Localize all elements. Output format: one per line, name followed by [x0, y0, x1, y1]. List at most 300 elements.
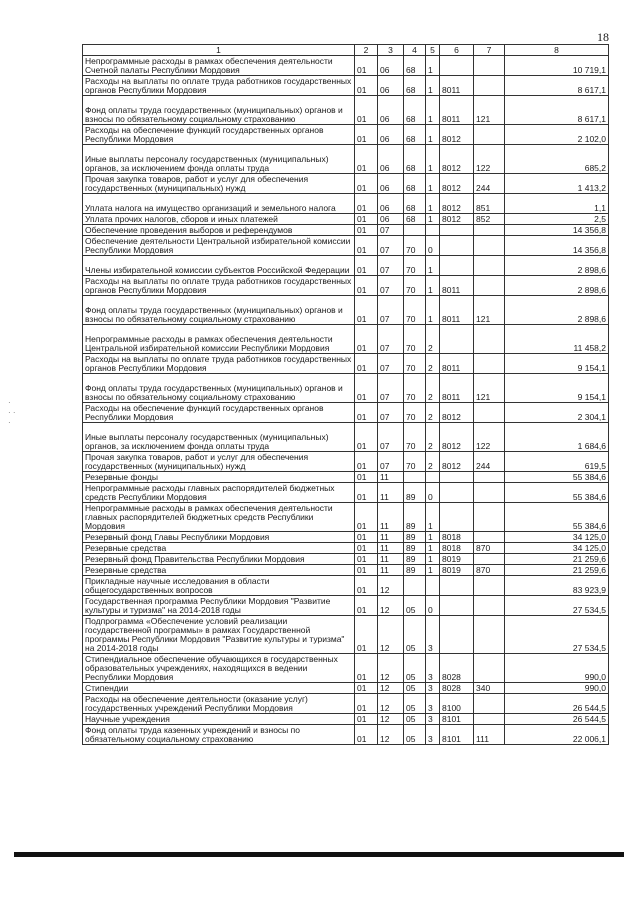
program-code-cell: 89	[404, 554, 426, 565]
program-code-cell: 05	[404, 596, 426, 616]
program-code-cell: 68	[404, 96, 426, 125]
expense-type-cell	[474, 554, 505, 565]
expense-type-cell	[474, 714, 505, 725]
expense-type-cell	[474, 325, 505, 354]
table-row	[83, 596, 609, 616]
expense-type-cell	[474, 125, 505, 145]
section-code-cell: 01	[355, 325, 378, 354]
table-row	[83, 472, 609, 483]
page-bottom-rule	[14, 852, 624, 857]
expense-type-cell	[474, 225, 505, 236]
item-code-cell	[440, 236, 474, 256]
subsection-code-cell: 11	[378, 543, 404, 554]
item-code-cell: 8018	[440, 532, 474, 543]
item-code-cell: 8028	[440, 683, 474, 694]
table-row	[83, 616, 609, 654]
subprogram-code-cell: 1	[426, 174, 440, 194]
section-code-cell: 01	[355, 714, 378, 725]
item-code-cell: 8011	[440, 276, 474, 296]
row-name-cell: Резервные фонды	[83, 472, 355, 483]
amount-cell: 1 684,6	[505, 423, 609, 452]
program-code-cell: 70	[404, 296, 426, 325]
table-row	[83, 125, 609, 145]
program-code-cell: 89	[404, 483, 426, 503]
subprogram-code-cell: 1	[426, 565, 440, 576]
expense-type-cell: 244	[474, 174, 505, 194]
table-row	[83, 452, 609, 472]
subsection-code-cell: 11	[378, 532, 404, 543]
expense-type-cell	[474, 56, 505, 76]
amount-cell: 55 384,6	[505, 483, 609, 503]
item-code-cell: 8012	[440, 214, 474, 225]
table-row	[83, 76, 609, 96]
row-name-cell: Стипендиальное обеспечение обучающихся в государственных образовательных учреждениях, находящихся в ведении Республики Мордовия	[83, 654, 355, 683]
subprogram-code-cell: 1	[426, 96, 440, 125]
row-name-cell: Расходы на обеспечение функций государственных органов Республики Мордовия	[83, 403, 355, 423]
header-cell: 5	[426, 45, 440, 56]
subsection-code-cell: 07	[378, 276, 404, 296]
budget-table	[82, 44, 609, 745]
subprogram-code-cell: 2	[426, 452, 440, 472]
amount-cell: 685,2	[505, 145, 609, 174]
subprogram-code-cell: 1	[426, 554, 440, 565]
row-name-cell: Фонд оплаты труда казенных учреждений и взносы по обязательному социальному страхованию	[83, 725, 355, 745]
header-cell: 4	[404, 45, 426, 56]
section-code-cell: 01	[355, 76, 378, 96]
item-code-cell: 8012	[440, 145, 474, 174]
section-code-cell: 01	[355, 256, 378, 276]
amount-cell: 990,0	[505, 654, 609, 683]
table-row	[83, 543, 609, 554]
program-code-cell: 68	[404, 174, 426, 194]
expense-type-cell	[474, 236, 505, 256]
amount-cell: 2 304,1	[505, 403, 609, 423]
expense-type-cell	[474, 654, 505, 683]
item-code-cell: 8018	[440, 543, 474, 554]
program-code-cell: 89	[404, 503, 426, 532]
amount-cell: 83 923,9	[505, 576, 609, 596]
expense-type-cell	[474, 256, 505, 276]
subsection-code-cell: 07	[378, 236, 404, 256]
subprogram-code-cell: 2	[426, 354, 440, 374]
program-code-cell	[404, 472, 426, 483]
expense-type-cell	[474, 403, 505, 423]
row-name-cell: Обеспечение деятельности Центральной избирательной комиссии Республики Мордовия	[83, 236, 355, 256]
expense-type-cell	[474, 483, 505, 503]
header-cell: 7	[474, 45, 505, 56]
program-code-cell: 05	[404, 683, 426, 694]
amount-cell: 14 356,8	[505, 225, 609, 236]
table-row	[83, 354, 609, 374]
item-code-cell	[440, 503, 474, 532]
row-name-cell: Непрограммные расходы в рамках обеспечения деятельности Центральной избирательной комиссии Республики Мордовия	[83, 325, 355, 354]
amount-cell: 21 259,6	[505, 565, 609, 576]
expense-type-cell: 851	[474, 194, 505, 214]
section-code-cell: 01	[355, 616, 378, 654]
program-code-cell: 68	[404, 214, 426, 225]
section-code-cell: 01	[355, 296, 378, 325]
program-code-cell: 05	[404, 725, 426, 745]
row-name-cell: Фонд оплаты труда государственных (муниципальных) органов и взносы по обязательному социальному страхованию	[83, 374, 355, 403]
section-code-cell: 01	[355, 225, 378, 236]
expense-type-cell	[474, 472, 505, 483]
table-row	[83, 725, 609, 745]
section-code-cell: 01	[355, 694, 378, 714]
subprogram-code-cell	[426, 225, 440, 236]
expense-type-cell: 122	[474, 145, 505, 174]
section-code-cell: 01	[355, 276, 378, 296]
amount-cell: 21 259,6	[505, 554, 609, 565]
section-code-cell: 01	[355, 96, 378, 125]
row-name-cell: Иные выплаты персоналу государственных (муниципальных) органов, за исключением фонда оплаты труда	[83, 145, 355, 174]
subsection-code-cell: 06	[378, 76, 404, 96]
row-name-cell: Расходы на обеспечение деятельности (оказание услуг) государственных учреждений Республики Мордовия	[83, 694, 355, 714]
subsection-code-cell: 07	[378, 256, 404, 276]
item-code-cell: 8011	[440, 76, 474, 96]
program-code-cell	[404, 225, 426, 236]
amount-cell: 9 154,1	[505, 354, 609, 374]
row-name-cell: Фонд оплаты труда государственных (муниципальных) органов и взносы по обязательному социальному страхованию	[83, 96, 355, 125]
subprogram-code-cell: 3	[426, 616, 440, 654]
amount-cell: 34 125,0	[505, 543, 609, 554]
item-code-cell	[440, 472, 474, 483]
section-code-cell: 01	[355, 503, 378, 532]
section-code-cell: 01	[355, 543, 378, 554]
subprogram-code-cell: 1	[426, 214, 440, 225]
amount-cell: 11 458,2	[505, 325, 609, 354]
subprogram-code-cell: 2	[426, 325, 440, 354]
item-code-cell: 8012	[440, 194, 474, 214]
program-code-cell: 70	[404, 276, 426, 296]
subprogram-code-cell: 1	[426, 194, 440, 214]
section-code-cell: 01	[355, 576, 378, 596]
expense-type-cell: 111	[474, 725, 505, 745]
section-code-cell: 01	[355, 725, 378, 745]
subprogram-code-cell: 1	[426, 543, 440, 554]
subsection-code-cell: 11	[378, 472, 404, 483]
item-code-cell: 8012	[440, 125, 474, 145]
section-code-cell: 01	[355, 683, 378, 694]
row-name-cell: Резервный фонд Правительства Республики Мордовия	[83, 554, 355, 565]
table-row	[83, 565, 609, 576]
subprogram-code-cell: 3	[426, 725, 440, 745]
table-body	[83, 56, 609, 745]
item-code-cell: 8011	[440, 354, 474, 374]
row-name-cell: Уплата прочих налогов, сборов и иных платежей	[83, 214, 355, 225]
program-code-cell	[404, 576, 426, 596]
section-code-cell: 01	[355, 554, 378, 565]
subprogram-code-cell: 2	[426, 423, 440, 452]
subprogram-code-cell: 3	[426, 714, 440, 725]
subsection-code-cell: 12	[378, 576, 404, 596]
section-code-cell: 01	[355, 483, 378, 503]
item-code-cell: 8100	[440, 694, 474, 714]
amount-cell: 27 534,5	[505, 596, 609, 616]
subsection-code-cell: 07	[378, 423, 404, 452]
expense-type-cell	[474, 576, 505, 596]
expense-type-cell: 121	[474, 96, 505, 125]
amount-cell: 990,0	[505, 683, 609, 694]
table-row	[83, 503, 609, 532]
subsection-code-cell: 11	[378, 503, 404, 532]
table-header-row	[83, 45, 609, 56]
table-row	[83, 714, 609, 725]
amount-cell: 2 102,0	[505, 125, 609, 145]
row-name-cell: Непрограммные расходы в рамках обеспечения деятельности Счетной палаты Республики Мордовия	[83, 56, 355, 76]
table-row	[83, 483, 609, 503]
amount-cell: 2 898,6	[505, 256, 609, 276]
program-code-cell: 05	[404, 616, 426, 654]
program-code-cell: 68	[404, 125, 426, 145]
item-code-cell: 8011	[440, 96, 474, 125]
row-name-cell: Фонд оплаты труда государственных (муниципальных) органов и взносы по обязательному социальному страхованию	[83, 296, 355, 325]
expense-type-cell: 870	[474, 565, 505, 576]
row-name-cell: Члены избирательной комиссии субъектов Российской Федерации	[83, 256, 355, 276]
expense-type-cell	[474, 596, 505, 616]
table-row	[83, 236, 609, 256]
row-name-cell: Расходы на обеспечение функций государственных органов Республики Мордовия	[83, 125, 355, 145]
subprogram-code-cell: 3	[426, 683, 440, 694]
section-code-cell: 01	[355, 174, 378, 194]
subsection-code-cell: 06	[378, 194, 404, 214]
subprogram-code-cell: 2	[426, 374, 440, 403]
subprogram-code-cell	[426, 576, 440, 596]
amount-cell: 26 544,5	[505, 714, 609, 725]
program-code-cell: 70	[404, 403, 426, 423]
program-code-cell: 70	[404, 236, 426, 256]
amount-cell: 8 617,1	[505, 76, 609, 96]
table-row	[83, 325, 609, 354]
header-cell: 8	[505, 45, 609, 56]
program-code-cell: 68	[404, 145, 426, 174]
expense-type-cell: 870	[474, 543, 505, 554]
subsection-code-cell: 07	[378, 296, 404, 325]
table-row	[83, 694, 609, 714]
row-name-cell: Непрограммные расходы в рамках обеспечения деятельности главных распорядителей бюджетных средств Республики Мордовия	[83, 503, 355, 532]
subprogram-code-cell: 1	[426, 256, 440, 276]
subprogram-code-cell: 1	[426, 125, 440, 145]
section-code-cell: 01	[355, 236, 378, 256]
section-code-cell: 01	[355, 125, 378, 145]
program-code-cell: 70	[404, 354, 426, 374]
subprogram-code-cell: 3	[426, 654, 440, 683]
item-code-cell: 8012	[440, 174, 474, 194]
amount-cell: 26 544,5	[505, 694, 609, 714]
item-code-cell	[440, 225, 474, 236]
row-name-cell: Научные учреждения	[83, 714, 355, 725]
row-name-cell: Прикладные научные исследования в области общегосударственных вопросов	[83, 576, 355, 596]
subprogram-code-cell: 0	[426, 483, 440, 503]
subprogram-code-cell: 0	[426, 596, 440, 616]
row-name-cell: Расходы на выплаты по оплате труда работников государственных органов Республики Мордовия	[83, 354, 355, 374]
subsection-code-cell: 12	[378, 616, 404, 654]
table-row	[83, 654, 609, 683]
program-code-cell: 70	[404, 325, 426, 354]
subsection-code-cell: 12	[378, 725, 404, 745]
amount-cell: 1 413,2	[505, 174, 609, 194]
subsection-code-cell: 12	[378, 596, 404, 616]
program-code-cell: 70	[404, 256, 426, 276]
expense-type-cell	[474, 616, 505, 654]
amount-cell: 2 898,6	[505, 276, 609, 296]
subprogram-code-cell: 1	[426, 503, 440, 532]
row-name-cell: Расходы на выплаты по оплате труда работников государственных органов Республики Мордовия	[83, 76, 355, 96]
section-code-cell: 01	[355, 596, 378, 616]
program-code-cell: 70	[404, 452, 426, 472]
amount-cell: 2,5	[505, 214, 609, 225]
subprogram-code-cell: 1	[426, 532, 440, 543]
amount-cell: 27 534,5	[505, 616, 609, 654]
row-name-cell: Уплата налога на имущество организаций и земельного налога	[83, 194, 355, 214]
row-name-cell: Прочая закупка товаров, работ и услуг для обеспечения государственных (муниципальных) нужд	[83, 452, 355, 472]
subprogram-code-cell: 1	[426, 145, 440, 174]
section-code-cell: 01	[355, 214, 378, 225]
subsection-code-cell: 12	[378, 714, 404, 725]
amount-cell: 2 898,6	[505, 296, 609, 325]
subsection-code-cell: 06	[378, 174, 404, 194]
program-code-cell: 89	[404, 543, 426, 554]
table-row	[83, 374, 609, 403]
subsection-code-cell: 07	[378, 374, 404, 403]
expense-type-cell	[474, 694, 505, 714]
table-row	[83, 214, 609, 225]
subsection-code-cell: 06	[378, 214, 404, 225]
row-name-cell: Расходы на выплаты по оплате труда работников государственных органов Республики Мордовия	[83, 276, 355, 296]
section-code-cell: 01	[355, 374, 378, 403]
margin-marks: · · · ·	[8, 398, 16, 427]
section-code-cell: 01	[355, 423, 378, 452]
subsection-code-cell: 12	[378, 654, 404, 683]
section-code-cell: 01	[355, 565, 378, 576]
subsection-code-cell: 11	[378, 483, 404, 503]
section-code-cell: 01	[355, 145, 378, 174]
table-row	[83, 276, 609, 296]
section-code-cell: 01	[355, 403, 378, 423]
amount-cell: 9 154,1	[505, 374, 609, 403]
amount-cell: 14 356,8	[505, 236, 609, 256]
table-row	[83, 174, 609, 194]
program-code-cell: 70	[404, 423, 426, 452]
section-code-cell: 01	[355, 194, 378, 214]
item-code-cell	[440, 483, 474, 503]
subsection-code-cell: 06	[378, 96, 404, 125]
table-row	[83, 576, 609, 596]
program-code-cell: 05	[404, 694, 426, 714]
row-name-cell: Подпрограмма «Обеспечение условий реализации государственной программы» в рамках Государственной программы Республики Мордовия "Развитие культуры и туризма" на 2014-2018 годы	[83, 616, 355, 654]
item-code-cell: 8028	[440, 654, 474, 683]
program-code-cell: 70	[404, 374, 426, 403]
table-row	[83, 532, 609, 543]
item-code-cell: 8101	[440, 714, 474, 725]
amount-cell: 1,1	[505, 194, 609, 214]
header-cell: 6	[440, 45, 474, 56]
row-name-cell: Резервные средства	[83, 565, 355, 576]
program-code-cell: 68	[404, 56, 426, 76]
table-row	[83, 554, 609, 565]
item-code-cell: 8101	[440, 725, 474, 745]
subprogram-code-cell	[426, 472, 440, 483]
subprogram-code-cell: 0	[426, 236, 440, 256]
item-code-cell: 8011	[440, 374, 474, 403]
row-name-cell: Государственная программа Республики Мордовия "Развитие культуры и туризма" на 2014-2018 годы	[83, 596, 355, 616]
expense-type-cell: 852	[474, 214, 505, 225]
amount-cell: 55 384,6	[505, 503, 609, 532]
program-code-cell: 68	[404, 76, 426, 96]
subsection-code-cell: 11	[378, 554, 404, 565]
item-code-cell	[440, 616, 474, 654]
header-cell: 3	[378, 45, 404, 56]
section-code-cell: 01	[355, 452, 378, 472]
row-name-cell: Резервные средства	[83, 543, 355, 554]
amount-cell: 22 006,1	[505, 725, 609, 745]
amount-cell: 8 617,1	[505, 96, 609, 125]
table-row	[83, 96, 609, 125]
item-code-cell	[440, 576, 474, 596]
header-cell: 2	[355, 45, 378, 56]
item-code-cell: 8019	[440, 565, 474, 576]
table-row	[83, 423, 609, 452]
subsection-code-cell: 06	[378, 145, 404, 174]
section-code-cell: 01	[355, 472, 378, 483]
item-code-cell	[440, 256, 474, 276]
table-row	[83, 56, 609, 76]
table-row	[83, 403, 609, 423]
item-code-cell	[440, 325, 474, 354]
row-name-cell: Иные выплаты персоналу государственных (муниципальных) органов, за исключением фонда оплаты труда	[83, 423, 355, 452]
subsection-code-cell: 07	[378, 354, 404, 374]
table-row	[83, 225, 609, 236]
subprogram-code-cell: 1	[426, 56, 440, 76]
row-name-cell: Прочая закупка товаров, работ и услуг для обеспечения государственных (муниципальных) нужд	[83, 174, 355, 194]
item-code-cell: 8012	[440, 423, 474, 452]
subsection-code-cell: 07	[378, 403, 404, 423]
subsection-code-cell: 07	[378, 225, 404, 236]
expense-type-cell: 122	[474, 423, 505, 452]
subprogram-code-cell: 1	[426, 276, 440, 296]
amount-cell: 55 384,6	[505, 472, 609, 483]
subsection-code-cell: 12	[378, 683, 404, 694]
expense-type-cell: 340	[474, 683, 505, 694]
table-row	[83, 194, 609, 214]
subprogram-code-cell: 2	[426, 403, 440, 423]
page-number: 18	[597, 30, 609, 44]
table-row	[83, 683, 609, 694]
subsection-code-cell: 07	[378, 325, 404, 354]
item-code-cell: 8012	[440, 403, 474, 423]
subsection-code-cell: 06	[378, 125, 404, 145]
subsection-code-cell: 06	[378, 56, 404, 76]
table-row	[83, 145, 609, 174]
program-code-cell: 68	[404, 194, 426, 214]
item-code-cell	[440, 596, 474, 616]
subprogram-code-cell: 1	[426, 296, 440, 325]
expense-type-cell	[474, 276, 505, 296]
row-name-cell: Стипендии	[83, 683, 355, 694]
expense-type-cell	[474, 354, 505, 374]
item-code-cell: 8012	[440, 452, 474, 472]
subsection-code-cell: 11	[378, 565, 404, 576]
program-code-cell: 89	[404, 532, 426, 543]
expense-type-cell: 244	[474, 452, 505, 472]
program-code-cell: 05	[404, 714, 426, 725]
expense-type-cell: 121	[474, 296, 505, 325]
amount-cell: 619,5	[505, 452, 609, 472]
amount-cell: 34 125,0	[505, 532, 609, 543]
subprogram-code-cell: 3	[426, 694, 440, 714]
row-name-cell: Непрограммные расходы главных распорядителей бюджетных средств Республики Мордовия	[83, 483, 355, 503]
section-code-cell: 01	[355, 532, 378, 543]
expense-type-cell	[474, 503, 505, 532]
